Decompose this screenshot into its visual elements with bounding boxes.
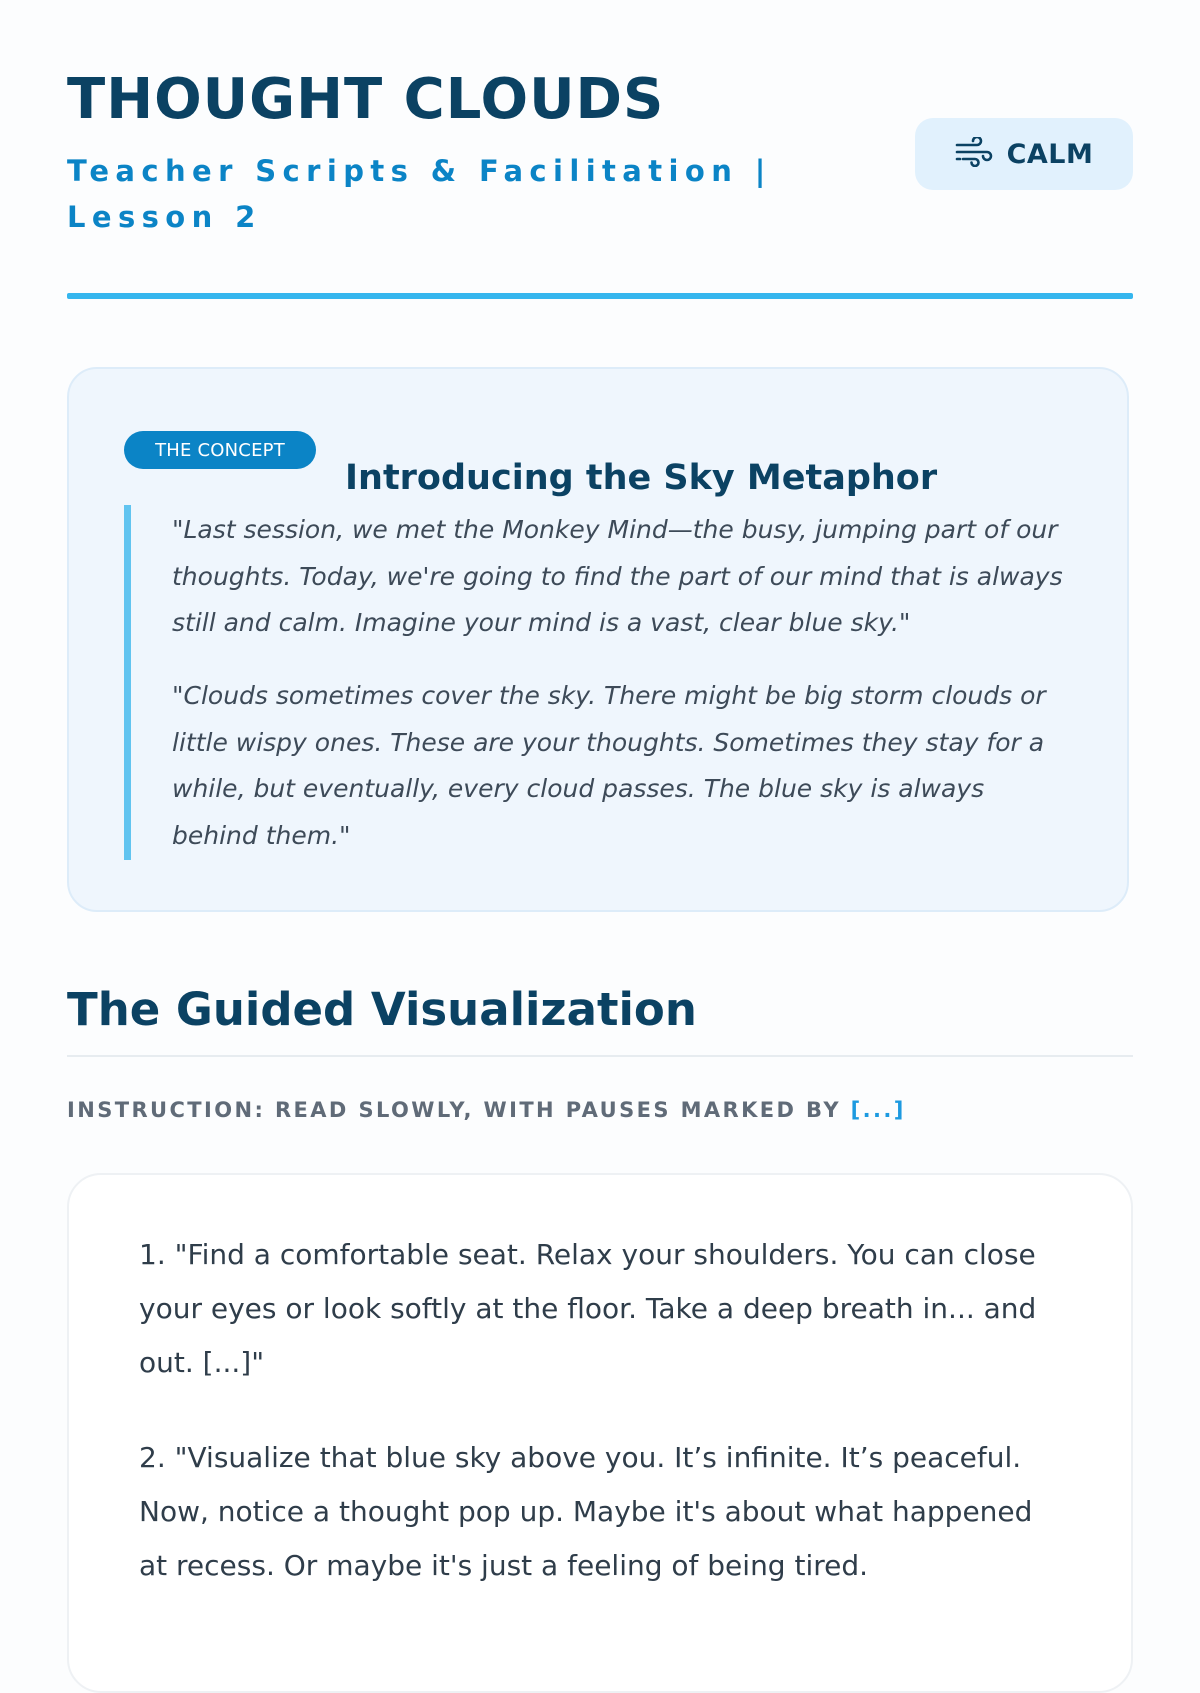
- page-title: THOUGHT CLOUDS: [67, 67, 665, 132]
- concept-quote: "Last session, we met the Monkey Mind—the busy, jumping part of our thoughts. Today, we're going to find the part of our mind that is always still and calm. Imagine your mind is a vast, clear blue sky.": [172, 515, 1063, 637]
- concept-tag: THE CONCEPT: [124, 431, 316, 469]
- instruction-text: INSTRUCTION: READ SLOWLY, WITH PAUSES MARKED BY: [67, 1098, 841, 1122]
- page-subtitle: Teacher Scripts & Facilitation | Lesson 2: [67, 154, 772, 234]
- wind-icon: [955, 137, 993, 171]
- page-header: [67, 64, 1133, 234]
- instruction-line: [67, 1098, 906, 1122]
- pause-marker: [...]: [850, 1098, 906, 1122]
- calm-badge: [915, 118, 1133, 190]
- concept-card: [67, 367, 1129, 912]
- script-step: 2. "Visualize that blue sky above you. It’s infinite. It’s peaceful. Now, notice a thought pop up. Maybe it's about what happened at recess. Or maybe it's just a feeling of being tired.: [139, 1441, 1033, 1582]
- header-divider: [67, 293, 1133, 299]
- script-step: 1. "Find a comfortable seat. Relax your shoulders. You can close your eyes or look softly at the floor. Take a deep breath in... and out. [...]": [139, 1238, 1037, 1379]
- quote-accent-bar: [124, 505, 131, 860]
- script-card: [67, 1173, 1133, 1693]
- section-divider: [67, 1055, 1133, 1057]
- calm-label: CALM: [1006, 138, 1094, 170]
- section-title: The Guided Visualization: [67, 983, 697, 1036]
- concept-quote: "Clouds sometimes cover the sky. There might be big storm clouds or little wispy ones. These are your thoughts. Sometimes they stay for a while, but eventually, every cloud passes. The blue sky is always behind them.": [172, 681, 1046, 850]
- concept-heading: Introducing the Sky Metaphor: [345, 458, 938, 499]
